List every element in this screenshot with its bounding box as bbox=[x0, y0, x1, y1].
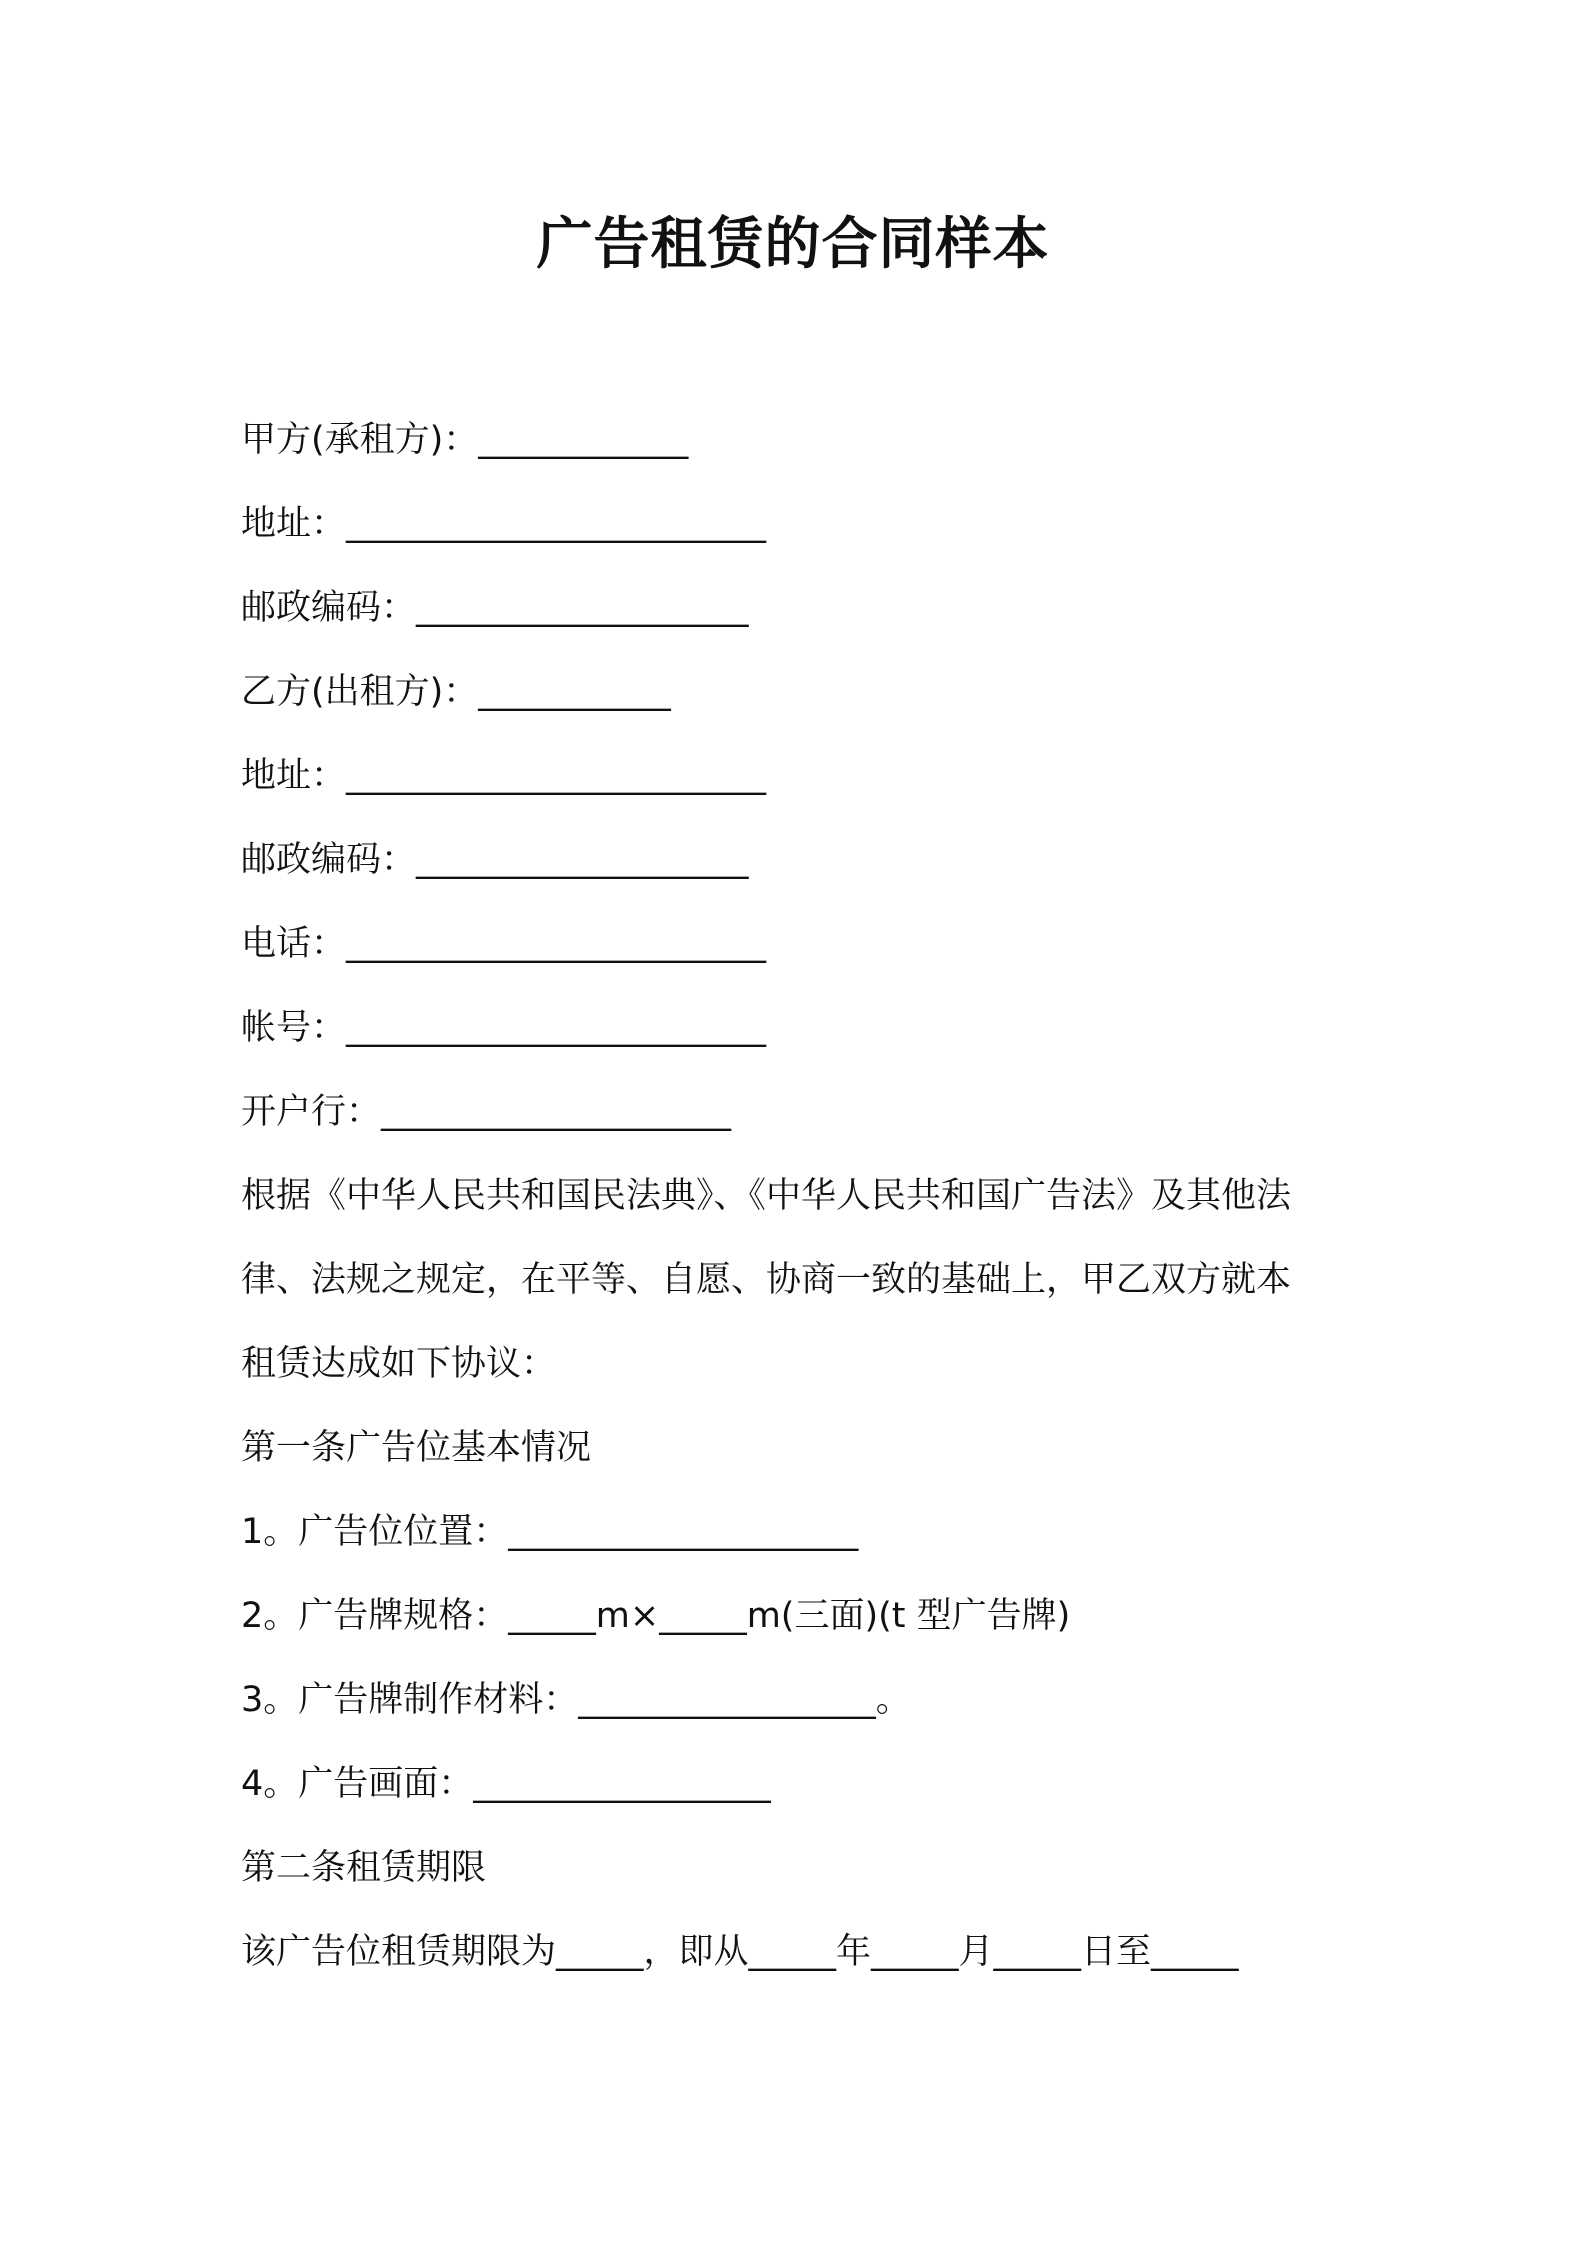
bank-line: 开户行：____________________ bbox=[241, 1092, 732, 1132]
party-a-name-line: 甲方(承租方)：____________ bbox=[241, 420, 689, 460]
phone-line: 电话：________________________ bbox=[241, 924, 767, 964]
preamble-line-1: 根据《中华人民共和国民法典》、《中华人民共和国广告法》及其他法 bbox=[241, 1176, 1292, 1216]
article-2-term-line: 该广告位租赁期限为_____，即从_____年_____月_____日至_____ bbox=[241, 1932, 1239, 1972]
party-b-postcode-line: 邮政编码：___________________ bbox=[241, 840, 749, 880]
article-1-heading: 第一条广告位基本情况 bbox=[241, 1428, 592, 1468]
article-1-item-1: 1。广告位位置：____________________ bbox=[241, 1512, 859, 1552]
article-2-heading: 第二条租赁期限 bbox=[241, 1848, 487, 1888]
document-body bbox=[241, 398, 1361, 1994]
party-a-postcode-line: 邮政编码：___________________ bbox=[241, 588, 749, 628]
preamble-line-3: 租赁达成如下协议： bbox=[241, 1344, 557, 1384]
article-1-item-2: 2。广告牌规格：_____m×_____m(三面)(t 型广告牌) bbox=[241, 1596, 1071, 1636]
account-line: 帐号：________________________ bbox=[241, 1008, 767, 1048]
party-b-name-line: 乙方(出租方)：___________ bbox=[241, 672, 671, 712]
party-a-address-line: 地址：________________________ bbox=[241, 504, 767, 544]
preamble-line-2: 律、法规之规定，在平等、自愿、协商一致的基础上，甲乙双方就本 bbox=[241, 1260, 1292, 1300]
party-b-address-line: 地址：________________________ bbox=[241, 756, 767, 796]
document-title: 广告租赁的合同样本 bbox=[536, 212, 1050, 277]
article-1-item-3: 3。广告牌制作材料：_________________。 bbox=[241, 1680, 911, 1720]
article-1-item-4: 4。广告画面：_________________ bbox=[241, 1764, 771, 1804]
